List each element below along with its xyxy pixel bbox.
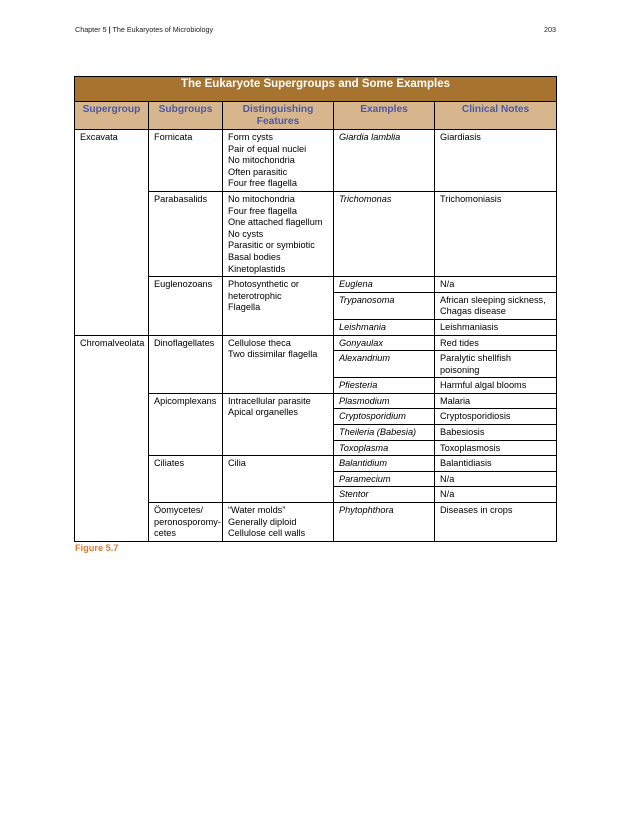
note-cell: Diseases in crops	[435, 503, 557, 542]
note-cell: N/a	[435, 471, 557, 487]
subgroup-cell: Dinoflagellates	[149, 335, 223, 393]
supergroup-cell: Chromalveolata	[75, 335, 149, 541]
feature-line: Two dissimilar flagella	[228, 349, 318, 360]
example-cell: Leishmania	[334, 319, 435, 335]
features-cell	[223, 335, 334, 393]
column-header: Subgroups	[149, 102, 223, 130]
table-row	[75, 335, 557, 351]
features-cell	[223, 503, 334, 542]
feature-line: Four free flagella	[228, 178, 297, 189]
example-cell: Phytophthora	[334, 503, 435, 542]
features-cell	[223, 130, 334, 192]
features-cell	[223, 456, 334, 503]
header-separator: |	[108, 25, 111, 34]
example-cell: Toxoplasma	[334, 440, 435, 456]
features-cell	[223, 191, 334, 276]
feature-line: “Water molds”	[228, 505, 286, 516]
example-cell: Alexandrium	[334, 351, 435, 378]
subgroup-cell	[149, 503, 223, 542]
note-cell: Paralytic shellfish poisoning	[435, 351, 557, 378]
feature-line: Photosynthetic or	[228, 279, 299, 290]
subgroup-line: Öomycetes/	[154, 505, 204, 516]
example-cell: Trypanosoma	[334, 292, 435, 319]
eukaryote-supergroups-table	[74, 76, 557, 542]
feature-line: No mitochondria	[228, 193, 295, 204]
note-cell: Trichomoniasis	[435, 191, 557, 276]
subgroup-cell: Apicomplexans	[149, 393, 223, 455]
features-cell	[223, 277, 334, 335]
feature-line: Basal bodies	[228, 251, 281, 262]
note-cell: Giardiasis	[435, 130, 557, 192]
feature-line: Four free flagella	[228, 205, 297, 216]
note-cell: N/a	[435, 487, 557, 503]
feature-line: Generally diploid	[228, 516, 297, 527]
column-header: Examples	[334, 102, 435, 130]
note-cell: Malaria	[435, 393, 557, 409]
feature-line: Pair of equal nuclei	[228, 143, 307, 154]
subgroup-cell: Parabasalids	[149, 191, 223, 276]
feature-line: Flagella	[228, 302, 261, 313]
note-cell: Babesiosis	[435, 425, 557, 441]
example-cell: Stentor	[334, 487, 435, 503]
example-cell: Paramecium	[334, 471, 435, 487]
example-cell: Pfiesteria	[334, 378, 435, 394]
example-cell: Theileria (Babesia)	[334, 425, 435, 441]
supergroup-cell: Excavata	[75, 130, 149, 336]
feature-line: No cysts	[228, 228, 264, 239]
table-title-row	[75, 77, 557, 102]
subgroup-cell: Ciliates	[149, 456, 223, 503]
section-title: The Eukaryotes of Microbiology	[112, 25, 214, 34]
feature-line: Cilia	[228, 458, 246, 469]
table-header-row	[75, 102, 557, 130]
feature-line: Intracellular parasite	[228, 395, 311, 406]
feature-line: Parasitic or symbiotic	[228, 240, 315, 251]
feature-line: No mitochondria	[228, 155, 295, 166]
note-cell: Balantidiasis	[435, 456, 557, 472]
note-cell: Toxoplasmosis	[435, 440, 557, 456]
feature-line: heterotrophic	[228, 290, 282, 301]
note-cell: Leishmaniasis	[435, 319, 557, 335]
column-header: Distinguishing Features	[223, 102, 334, 130]
note-cell: African sleeping sickness, Chagas disease	[435, 292, 557, 319]
example-cell: Giardia lamblia	[334, 130, 435, 192]
column-header: Clinical Notes	[435, 102, 557, 130]
example-cell: Plasmodium	[334, 393, 435, 409]
feature-line: Form cysts	[228, 132, 273, 142]
features-cell	[223, 393, 334, 455]
subgroup-line: cetes	[154, 528, 176, 539]
page-number: 203	[544, 25, 556, 34]
note-cell: N/a	[435, 277, 557, 293]
figure-label: Figure 5.7	[75, 543, 119, 553]
feature-line: Cellulose theca	[228, 337, 291, 348]
example-cell: Trichomonas	[334, 191, 435, 276]
table-title: The Eukaryote Supergroups and Some Examples	[75, 77, 557, 102]
note-cell: Cryptosporidiosis	[435, 409, 557, 425]
feature-line: Apical organelles	[228, 407, 298, 418]
feature-line: Kinetoplastids	[228, 263, 286, 274]
feature-line: One attached flagellum	[228, 217, 323, 228]
example-cell: Balantidium	[334, 456, 435, 472]
table-row	[75, 130, 557, 192]
feature-line: Cellulose cell walls	[228, 528, 306, 539]
column-header: Supergroup	[75, 102, 149, 130]
note-cell: Red tides	[435, 335, 557, 351]
example-cell: Cryptosporidium	[334, 409, 435, 425]
example-cell: Euglena	[334, 277, 435, 293]
example-cell: Gonyaulax	[334, 335, 435, 351]
feature-line: Often parasitic	[228, 166, 288, 177]
subgroup-cell: Euglenozoans	[149, 277, 223, 335]
running-header	[75, 25, 213, 34]
note-cell: Harmful algal blooms	[435, 378, 557, 394]
chapter-label: Chapter 5	[75, 25, 107, 34]
subgroup-cell: Fornicata	[149, 130, 223, 192]
subgroup-line: peronosporomy-	[154, 516, 221, 527]
